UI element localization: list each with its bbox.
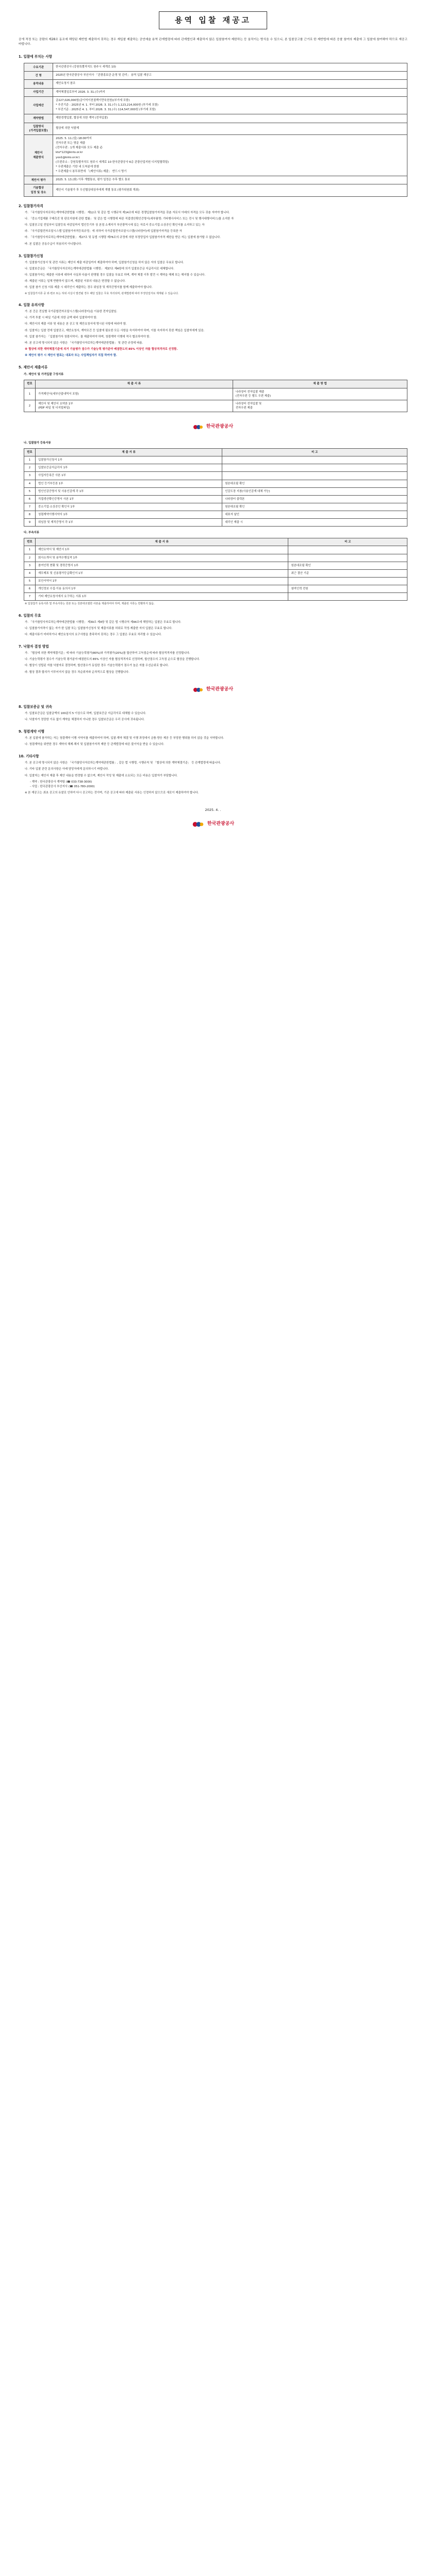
- s8-paragraph: 나. 낙찰자가 정당한 이유 없이 계약을 체결하지 아니한 경우 입찰보증금은 우리 공사에 귀속됩니다.: [25, 718, 145, 721]
- table-row: [24, 511, 407, 518]
- table-cell: 2: [24, 400, 36, 412]
- table-cell: [288, 593, 407, 601]
- section-10-extra: ※ 본 재공고는 최초 공고의 유찰로 인하여 다시 공고하는 것이며, 기존 공고에 따라 제출된 서류는 인정하지 않으므로 새로이 제출하여야 합니다.: [25, 791, 199, 795]
- section-3-note: ※ 입찰참가서류 중 위·변조 또는 허위 사실이 발견될 경우 해당 입찰은 무효 처리되며, 관계법령에 따라 부정당업자로 제재될 수 있습니다.: [25, 292, 179, 295]
- table-row: [24, 562, 407, 569]
- overview-value: 제안요청서 참조: [53, 80, 407, 88]
- title-box: [159, 11, 267, 29]
- column-header: 제 출 서 류: [36, 449, 222, 456]
- section-10-title: 10. 기타사항: [19, 754, 39, 759]
- overview-row: [24, 184, 407, 196]
- table-cell: 9: [24, 519, 36, 527]
- table-cell: 중소기업·소상공인 확인서 1부: [36, 503, 222, 511]
- table-row: [24, 495, 407, 503]
- overview-value: 협상에 의한 낙찰제: [53, 123, 407, 134]
- submission-table-3: [24, 538, 407, 601]
- table-cell: 대리인 제출 시: [222, 519, 407, 527]
- section-2-title: 2. 입찰참가자격: [19, 204, 43, 208]
- table-row: [24, 585, 407, 592]
- table-cell: 6: [24, 585, 36, 592]
- section-5-sub-1: 가. 제안서 및 가격입찰 구성서류: [24, 373, 64, 377]
- table-cell: 1: [24, 388, 36, 400]
- table-cell: [222, 472, 407, 480]
- section-7-title: 7. 낙찰자 결정 방법: [19, 645, 49, 649]
- column-header: 번호: [24, 449, 36, 456]
- section-4-title: 4. 입찰 유의사항: [19, 303, 44, 308]
- s7-paragraph: 다. 협상이 성립된 자를 낙찰자로 결정하며, 합산점수가 동일한 경우 기술능력평가 점수가 높은 자를 우선순위로 합니다.: [25, 664, 169, 668]
- table-row: [24, 503, 407, 511]
- s7-paragraph: 라. 협상 결과 합의가 이루어지지 않을 경우 차순위자와 순차적으로 협상을 진행합니다.: [25, 670, 129, 674]
- s4-paragraph: 나. 가격 투찰 시 파일 기준에 의한 금액 대비 입찰하여야 함.: [25, 316, 97, 320]
- overview-row: [24, 72, 407, 80]
- table-cell: 법인 등기부등본 1부: [36, 480, 222, 487]
- table-cell: 개인정보 수집·이용 동의서 1부: [36, 585, 288, 592]
- submission-table-2: [24, 448, 407, 527]
- table-cell: [288, 577, 407, 585]
- kto-logo-icon: [193, 686, 203, 693]
- table-cell: 입찰보증금지급각서 1부: [36, 464, 222, 472]
- table-cell: 제안서 및 제안서 요약본 1부 (PDF 파일 및 디지털파일): [36, 400, 233, 412]
- overview-row: [24, 134, 407, 176]
- table-cell: 8: [24, 511, 36, 518]
- table-cell: 6: [24, 495, 36, 503]
- kto-logo-icon: [192, 820, 204, 828]
- overview-value: 제안서 기술평가 후 우선협상대상자에게 개별 통보 (평가위원회 개최): [53, 184, 407, 196]
- section-4-highlight-2: ※ 제안서 평가 시 제안서 발표는 대표자 또는 사업책임자가 직접 하여야 함.: [25, 354, 117, 358]
- s4-paragraph: 마. 입찰 참가자는 「입찰참가자 청렴서약서」를 제출하여야 하며, 청렴계약 이행에 적극 협조하여야 함.: [25, 335, 151, 338]
- column-header: 번호: [24, 380, 36, 388]
- s6-paragraph: 나. 입찰참가자격이 없는 자가 한 입찰 또는 입찰참가신청서 및 제출서류를 허위로 작성·제출한 자의 입찰은 무효로 합니다.: [25, 626, 173, 630]
- s7-paragraph: 가. 「협상에 의한 계약체결기준」에 따라 기술능력평가(80%)와 가격평가(20%)를 합산하여 고득점순에 따라 협상적격자를 선정합니다.: [25, 652, 190, 655]
- table-row: [24, 472, 407, 480]
- s3-paragraph: 가. 입찰참가신청서 및 관련 서류는 제안서 제출 마감일까지 제출하여야 하며, 입찰참가신청을 하지 않은 자의 입찰은 무효로 합니다.: [25, 261, 184, 264]
- s2-paragraph: 다. 입찰공고일 전일부터 입찰등록 마감일까지 법인등기부 상 본점 소재지가 부산광역시에 있는 자로서 중소기업·소상공인 확인서를 소지하고 있는 자: [25, 223, 205, 227]
- column-header: 제 출 서 류: [36, 380, 233, 388]
- table-cell: 위임장 및 재직증명서 각 1부: [36, 519, 222, 527]
- table-cell: 나라장터 전자입찰 제출 (전자우편 등 별도 우편 제출): [233, 388, 407, 400]
- table-row: [24, 519, 407, 527]
- s4-paragraph: 라. 입찰자는 입찰 전에 입찰공고, 제안요청서, 계약조건 등 입찰에 필요한 모든 사항을 숙지하여야 하며, 이를 숙지하지 못한 책임은 입찰자에게 있음.: [25, 329, 205, 332]
- s10-paragraph: 나. 기타 입찰 관련 문의사항은 아래 담당자에게 문의하시기 바랍니다.: [25, 768, 109, 771]
- table-row: [24, 569, 407, 577]
- table-cell: 참여인력 현황 및 경력증명서 1부: [36, 562, 288, 569]
- section-1-title: 1. 입찰에 부치는 사항: [19, 55, 52, 59]
- table-cell: 기타 제안요청서에서 요구하는 서류 1부: [36, 593, 288, 601]
- table-cell: 인감도장 지참(사용인감계 대체 가능): [222, 487, 407, 495]
- column-header: 비 고: [222, 449, 407, 456]
- table-cell: 원본대조필 확인: [222, 480, 407, 487]
- table-row: [24, 546, 407, 554]
- overview-label: 제안서 평가: [24, 176, 53, 184]
- table-cell: 참여인력 전원: [288, 585, 407, 592]
- overview-table: [24, 63, 407, 197]
- overview-label: 계약방법: [24, 114, 53, 123]
- s6-paragraph: 가. 「국가를당사자로하는계약에관한법률 시행령」 제39조 제4항 및 같은 법 시행규칙 제44조에 해당하는 입찰은 무효로 합니다.: [25, 620, 182, 624]
- overview-row: [24, 176, 407, 184]
- table-cell: 사업자등록증 사본 1부: [36, 472, 222, 480]
- table-cell: 1: [24, 456, 36, 464]
- s6-paragraph: 다. 제출서류가 미비하거나 제안요청서의 요구사항을 충족하지 못하는 경우 그 입찰은 무효로 처리할 수 있습니다.: [25, 633, 162, 636]
- s10-paragraph: 가. 본 공고에 명시되지 않은 사항은 「국가를당사자로하는계약에관한법률」, 같은 법 시행령, 시행규칙 및 「협상에 의한 계약체결기준」 등 관계법령에 따릅니다.: [25, 761, 221, 765]
- table-cell: 제안요약서 및 제안서 1부: [36, 546, 288, 554]
- s3-paragraph: 나. 입찰보증금은 「국가를당사자로하는계약에관한법률 시행령」 제37조 제4항에 의거 입찰보증금 지급각서로 대체합니다.: [25, 267, 174, 270]
- table-cell: 가격제안서(세부산출내역서 포함): [36, 388, 233, 400]
- section-8-title: 8. 입찰보증금 및 귀속: [19, 704, 52, 709]
- column-header: 제 출 서 류: [36, 538, 288, 546]
- table-row: [24, 464, 407, 472]
- s2-paragraph: 라. 「국가종합전자조달시스템 입찰참가자격등록규정」에 의하여 국가종합전자조달시스템(나라장터)에 입찰참가자격을 등록한 자: [25, 230, 182, 233]
- s3-paragraph: 마. 입찰 참가 신청 서류 제출 시 대리인이 제출하는 경우 위임장 및 재직증명서를 함께 제출하여야 합니다.: [25, 286, 153, 290]
- s2-paragraph: 바. 본 입찰은 공동수급이 허용되지 아니합니다.: [25, 242, 82, 246]
- table-cell: 원본대조필 확인: [222, 503, 407, 511]
- table-cell: 직접생산확인증명서 사본 1부: [36, 495, 222, 503]
- logo-text: 한국관광공사: [206, 687, 234, 692]
- s10-paragraph: 다. 입찰자는 제안서 제출 후 제안 내용을 변경할 수 없으며, 제안서 작성 및 제출에 소요되는 모든 비용은 입찰자가 부담합니다.: [25, 774, 178, 777]
- table-row: [24, 480, 407, 487]
- overview-value: 2025. 5. 11.(일) 18:00까지 전자우편 또는 방문 제출 (전자우편 : 1개 제출서류 모두 제출 必 kto*123@knto.or.kr yoo1@knto.or.kr) (우편주소 : 강원특별자치도 원주시 세계로 10 한국관광공사 6층 관광산업지원 디지털협력팀) * 우편제출은 기한 내 도착분에 한함 * 우편제출시 봉투표면에 「(제안서류) 제출」 반드시 명기: [53, 134, 407, 176]
- overview-value: 2025년 한국관광공사 부산지사 「관광홍보관 운영 및 관리」 용역 입찰 재공고: [53, 72, 407, 80]
- s7-paragraph: 나. 기술능력평가 점수가 기술능력 평가분야 배점한도의 85% 이상인 자를 협상적격자로 선정하며, 합산점수의 고득점 순으로 협상을 진행합니다.: [25, 658, 200, 662]
- section-4-highlight-1: ※ 협상에 의한 계약체결기준에 의거 기술평가 점수가 기술능력 평가분야 배점한도의 85% 이상인 자를 협상적격자로 선정함.: [25, 348, 178, 351]
- overview-value: 한국관광공사 (강원특별자치도 원주시 세계로 10): [53, 63, 407, 72]
- table-cell: 최근 결산 기준: [288, 569, 407, 577]
- table-row: [24, 456, 407, 464]
- section-5-note: ※ 입찰참가 등록서류 및 부속서류는 원본 또는 원본대조필한 사본을 제출하여야 하며, 제출된 서류는 반환하지 않음.: [25, 602, 155, 606]
- section-5-sub-3: 다. 부속서류: [24, 531, 39, 535]
- table-cell: 나라장터 출력본: [222, 495, 407, 503]
- overview-label: 사업기간: [24, 88, 53, 96]
- overview-row: [24, 63, 407, 72]
- table-row: [24, 593, 407, 601]
- table-cell: 4: [24, 569, 36, 577]
- logo-mid-1: [156, 423, 270, 431]
- table-cell: 나라장터 전자입찰 및 전자우편 제출: [233, 400, 407, 412]
- table-cell: 5: [24, 487, 36, 495]
- logo-mid-2: [156, 686, 270, 693]
- overview-label: 용역내용: [24, 80, 53, 88]
- table-cell: [222, 464, 407, 472]
- table-cell: 보안서약서 1부: [36, 577, 288, 585]
- table-cell: 2: [24, 464, 36, 472]
- contact-info: - 계약 : 한국관광공사 계약팀 (☎ 033-738-3000) - 사업 : 한국관광공사 부산지사 (☎ 051-780-2000): [30, 780, 95, 788]
- footer-org-name: 한국관광공사: [207, 821, 235, 827]
- s3-paragraph: 라. 제출된 서류는 일체 반환하지 않으며, 제출된 서류의 내용은 변경할 수 없습니다.: [25, 280, 126, 283]
- s4-paragraph: 다. 제안서의 제출 서류 및 내용은 본 공고 및 제안요청서에 명시된 사항에 따라야 함.: [25, 323, 127, 326]
- overview-value: 금227,026,000원(금이억이천칠백이만육천원)(부가세 포함) * 추진기준 : 2025년 4. 1. 부터 2026. 3. 31.(수) 1,123,214,000원 (부가세 포함) * 부진기준 : 2025년 4. 1. 부터 2026. 3. 31.(수) 114,547,000원 (부가세 포함): [53, 96, 407, 114]
- s4-paragraph: 가. 본 건은 전실별 국가종합전자조달시스템(나라장터)을 이용한 전자입찰임.: [25, 310, 118, 313]
- overview-row: [24, 80, 407, 88]
- section-5-sub-2: 나. 입찰참가 등록서류: [24, 441, 51, 445]
- column-header: 제 출 방 법: [233, 380, 407, 388]
- s2-paragraph: 마. 「국가를당사자로하는계약에관한법률」 제27조 및 동법 시행령 제76조의 규정에 의한 부정당업자 입찰참가자격 제한을 받은 자는 입찰에 참가할 수 없습니다.: [25, 236, 221, 240]
- table-cell: 재무제표 및 신용평가등급확인서 1부: [36, 569, 288, 577]
- table-row: [24, 487, 407, 495]
- table-cell: [288, 554, 407, 562]
- section-6-title: 6. 입찰의 무효: [19, 613, 41, 618]
- section-5-title: 5. 제안서 제출서류: [19, 365, 48, 370]
- section-9-title: 9. 청렴계약 이행: [19, 730, 44, 734]
- table-cell: 원본대조필 확인: [288, 562, 407, 569]
- table-cell: 입찰참가신청서 1부: [36, 456, 222, 464]
- table-cell: [222, 456, 407, 464]
- table-cell: 3: [24, 562, 36, 569]
- overview-row: [24, 88, 407, 96]
- column-header: 비 고: [288, 538, 407, 546]
- table-cell: 5: [24, 577, 36, 585]
- table-cell: 1: [24, 546, 36, 554]
- overview-label: 건 명: [24, 72, 53, 80]
- s2-paragraph: 가. 「국가를당사자로하는계약에관한법률 시행령」 제12조 및 같은 법 시행규칙 제14조에 따른 경쟁입찰참가자격을 갖춘 자로서 아래의 자격을 모두 갖춘 자여야 합니다.: [25, 211, 230, 214]
- table-cell: 대표자 날인: [222, 511, 407, 518]
- announcement-date: 2025. 4. .: [205, 808, 221, 812]
- overview-label: 사업예산: [24, 96, 53, 114]
- table-cell: 7: [24, 503, 36, 511]
- document-title: 용역 입찰 재공고: [175, 15, 251, 25]
- s3-paragraph: 다. 입찰참가자는 제출한 서류에 대하여 사실과 다름이 판명될 경우 입찰을 무효로 하며, 계약 체결 이후 발견 시 계약을 해제 또는 해지할 수 있습니다.: [25, 273, 206, 277]
- overview-row: [24, 96, 407, 114]
- overview-value: 제한경쟁입찰, 협상에 의한 계약 (전자입찰): [53, 114, 407, 123]
- table-cell: [288, 546, 407, 554]
- table-cell: 3: [24, 472, 36, 480]
- table-cell: 7: [24, 593, 36, 601]
- column-header: 번호: [24, 538, 36, 546]
- overview-value: 2025. 5. 13.(화) 이후 개별통보, 평가 일정은 추후 별도 통보: [53, 176, 407, 184]
- intro-paragraph: 공개 적정 또는 공람의 제28조 동조에 해당된 제반법 제출하지 못하는 경우 재입찰 제출하는 공연예술 용역 관계법령에 따라 관계법인과 제출하지 않은 입찰참여자 제한하는 등 움직이는 방식을 수 있으니, 본 입찰공고를 근거로 한 제반법에 따른 응찰 참여의 제출에 그 입찰에 참여해야 하므로 재공고 바랍니다.: [19, 38, 407, 46]
- overview-value: 계약체결일로부터 2026. 3. 31.(수)까지: [53, 88, 407, 96]
- logo-text: 한국관광공사: [206, 424, 234, 430]
- s2-paragraph: 나. 「중소기업제품 구매촉진 및 판로지원에 관한 법률」 및 같은 법 시행령에 따른 직접생산확인증명서(세부품명: 기타행사서비스 또는 전시 및 행사대행서비스)를 소지한 자: [25, 217, 234, 221]
- submission-table-1: [24, 380, 407, 412]
- kto-logo-icon: [193, 423, 203, 431]
- section-3-title: 3. 입찰참가신청: [19, 253, 43, 258]
- table-row: [24, 400, 407, 412]
- s4-paragraph: 바. 본 공고에 명시되지 않은 사항은 「국가를당사자로하는계약에관한법률」 및 관련 규정에 따름.: [25, 341, 143, 345]
- overview-label: 기술협상 일정 및 장소: [24, 184, 53, 196]
- overview-label: 제안서 제출방식: [24, 134, 53, 176]
- table-cell: 4: [24, 480, 36, 487]
- s9-paragraph: 나. 청렴계약을 위반한 경우 계약의 해제·해지 및 입찰참가자격 제한 등 관계법령에 따른 불이익을 받을 수 있습니다.: [25, 743, 165, 747]
- table-cell: 법인인감증명서 및 사용인감계 각 1부: [36, 487, 222, 495]
- table-cell: 회사소개서 및 용역수행실적 1부: [36, 554, 288, 562]
- table-cell: 청렴계약이행서약서 1부: [36, 511, 222, 518]
- overview-row: [24, 114, 407, 123]
- s9-paragraph: 가. 본 입찰에 참가하는 자는 청렴계약 이행 서약서를 제출하여야 하며, 입찰·계약 체결 및 이행 과정에서 금품·향응 제공 등 부당한 행위를 하지 않을 것을 서약합니다.: [25, 736, 224, 740]
- overview-row: [24, 123, 407, 134]
- table-row: [24, 388, 407, 400]
- table-cell: 2: [24, 554, 36, 562]
- s8-paragraph: 가. 입찰보증금은 입찰금액의 100분의 5 이상으로 하며, 입찰보증금 지급각서로 대체할 수 있습니다.: [25, 711, 146, 715]
- overview-label: 수요기관: [24, 63, 53, 72]
- logo-footer: [156, 820, 270, 828]
- table-row: [24, 577, 407, 585]
- overview-label: 입찰방식 (가격입찰포함): [24, 123, 53, 134]
- table-row: [24, 554, 407, 562]
